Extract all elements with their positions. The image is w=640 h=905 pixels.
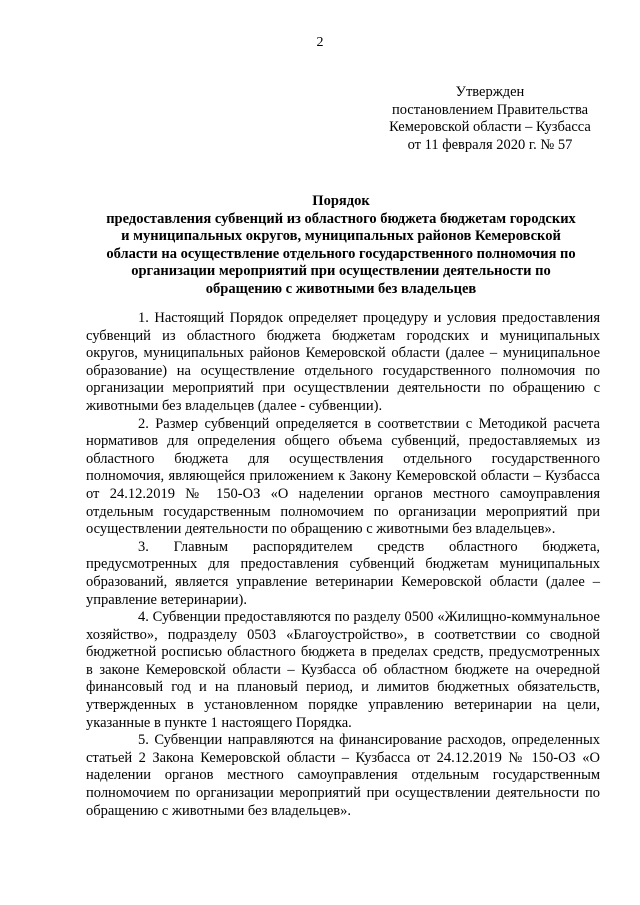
paragraph-4: 4. Субвенции предоставляются по разделу 0500 «Жилищно-коммунальное хозяйство», подразделу 0503 «Благоустройство», в соответствии со сводной бюджетной росписью областного бюджета в пределах средств, предусмотренных в законе Кемеровской области – Кузбасса об областном бюджете на очередной финансовый год и на плановый период, и лимитов бюджетных обязательств, утвержденных в установленном порядке управлению ветеринарии на цели, указанные в пункте 1 настоящего Порядка.	[86, 609, 600, 731]
paragraph-3: 3. Главным распорядителем средств областного бюджета, предусмотренных для предоставления субвенций бюджетам муниципальных образований, является управление ветеринарии Кемеровской области (далее – управление ветеринарии).	[86, 538, 600, 608]
paragraph-2: 2. Размер субвенций определяется в соответствии с Методикой расчета нормативов для определения общего объема субвенций, предоставляемых из областного бюджета для осуществления отдельного государственного полномочия, являющейся приложением к Закону Кемеровской области – Кузбасса от 24.12.2019 № 150-ОЗ «О наделении органов местного самоуправления отдельным государственным полномочием по организации мероприятий при осуществлении деятельности по обращению с животными без владельцев».	[86, 415, 600, 538]
page-number: 2	[316, 35, 324, 50]
title-line: организации мероприятий при осуществлении деятельности по	[131, 263, 551, 279]
approval-line-approved: Утвержден	[455, 84, 525, 100]
paragraph-5: 5. Субвенции направляются на финансирование расходов, определенных статьей 2 Закона Кемеровской области – Кузбасса от 24.12.2019 № 150-ОЗ «О наделении органов местного самоуправления отдельным государственным полномочием по организации мероприятий при осуществлении деятельности по обращению с животными без владельцев».	[86, 732, 600, 819]
title-line: и муниципальных округов, муниципальных районов Кемеровской	[121, 228, 561, 244]
paragraph-1: 1. Настоящий Порядок определяет процедуру и условия предоставления субвенций из областного бюджета бюджетам городских и муниципальных округов, муниципальных районов Кемеровской области (далее – муниципальное образование) на осуществление отдельного государственного полномочия по организации мероприятий при осуществлении деятельности по обращению с животными без владельцев (далее - субвенции).	[86, 310, 600, 414]
approval-line-date: от 11 февраля 2020 г. № 57	[407, 136, 573, 153]
title-heading: Порядок	[312, 193, 370, 209]
approval-block	[380, 84, 600, 154]
title-line: области на осуществление отдельного государственного полномочия по	[106, 245, 576, 262]
title-line: обращению с животными без владельцев	[205, 280, 477, 297]
approval-line-resolution: постановлением Правительства	[391, 101, 589, 118]
title-line: предоставления субвенций из областного бюджета бюджетам городских	[106, 210, 576, 227]
approval-line-region: Кемеровской области – Кузбасса	[389, 119, 591, 135]
document-title	[86, 193, 596, 298]
document-body	[86, 310, 600, 820]
